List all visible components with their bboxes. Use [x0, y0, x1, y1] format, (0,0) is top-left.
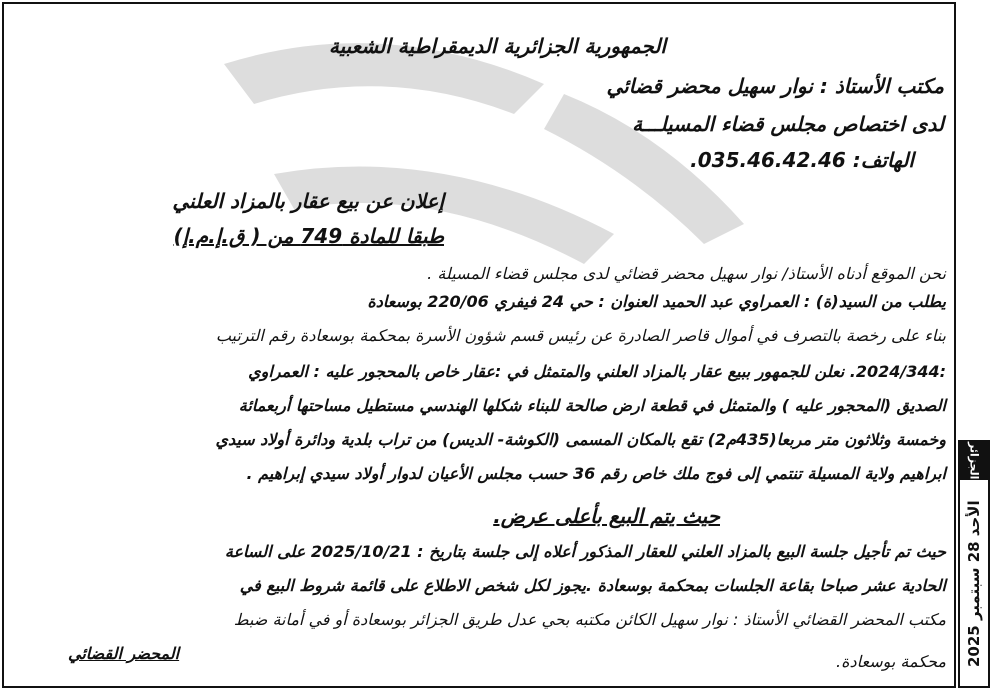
- signature: المحضر القضائي: [68, 644, 180, 663]
- body-line-5: الصديق (المحجور عليه ) والمتمثل في قطعة ارض صالحة للبناء شكلها الهندسي مستطيل مساحتها أربعمائة: [238, 396, 946, 415]
- sale-line-4: محكمة بوسعادة.: [836, 652, 946, 671]
- body-line-2: يطلب من السيد(ة) : العمراوي عبد الحميد العنوان : حي 24 فيفري 220/06 بوسعادة: [367, 292, 946, 311]
- body-line-1: نحن الموقع أدناه الأستاذ/ نوار سهيل محضر قضائي لدى مجلس قضاء المسيلة .: [427, 264, 946, 283]
- office-name: مكتب الأستاذ : نوار سهيل محضر قضائي: [606, 74, 944, 98]
- publication-strip: [958, 440, 990, 688]
- publication-date: الأحد 28 سبتمبر 2025: [965, 500, 983, 668]
- republic-heading: الجمهورية الجزائرية الديمقراطية الشعبية: [328, 34, 666, 58]
- body-line-3: بناء على رخصة بالتصرف في أموال قاصر الصادرة عن رئيس قسم شؤون الأسرة بمحكمة بوسعادة رقم الترتيب: [215, 326, 946, 345]
- jurisdiction: لدى اختصاص مجلس قضاء المسيلـــة: [632, 112, 944, 136]
- sale-line-1: حيث تم تأجيل جلسة البيع بالمزاد العلني للعقار المذكور أعلاه إلى جلسة بتاريخ : 2025/10/21 على الساعة: [224, 542, 946, 561]
- body-line-7: ابراهيم ولاية المسيلة تنتمي إلى فوج ملك خاص رقم 36 حسب مجلس الأعيان لدوار أولاد سيدي إبراهيم .: [246, 464, 946, 483]
- body-line-4: :2024/344. نعلن للجمهور ببيع عقار بالمزاد العلني والمتمثل في :عقار خاص بالمحجور عليه : العمراوي: [248, 362, 946, 381]
- notice-frame: [2, 2, 956, 688]
- body-line-6: وخمسة وثلاثون متر مربعا(435م2) تقع بالمكان المسمى (الكوشة- الديس) من تراب بلدية ودائرة أولاد سيدي: [215, 430, 946, 449]
- phone-number: الهاتف: 035.46.42.46.: [690, 148, 914, 172]
- notice-title: إعلان عن بيع عقار بالمزاد العلني: [172, 189, 444, 213]
- publication-name: الجزائر: [960, 442, 988, 480]
- sale-line-3: مكتب المحضر القضائي الأستاذ : نوار سهيل الكائن مكتبه بحي عدل طريق الجزائر بوسعادة أو في أمانة ضبط: [233, 610, 946, 629]
- sale-line-2: الحادية عشر صباحا بقاعة الجلسات بمحكمة بوسعادة .يجوز لكل شخص الاطلاع على قائمة شروط البيع في: [239, 576, 946, 595]
- notice-subtitle: طبقا للمادة 749 من ( ق.إ.م.إ): [173, 224, 444, 248]
- sale-heading: حيث يتم البيع بأعلى عرض.: [493, 504, 720, 528]
